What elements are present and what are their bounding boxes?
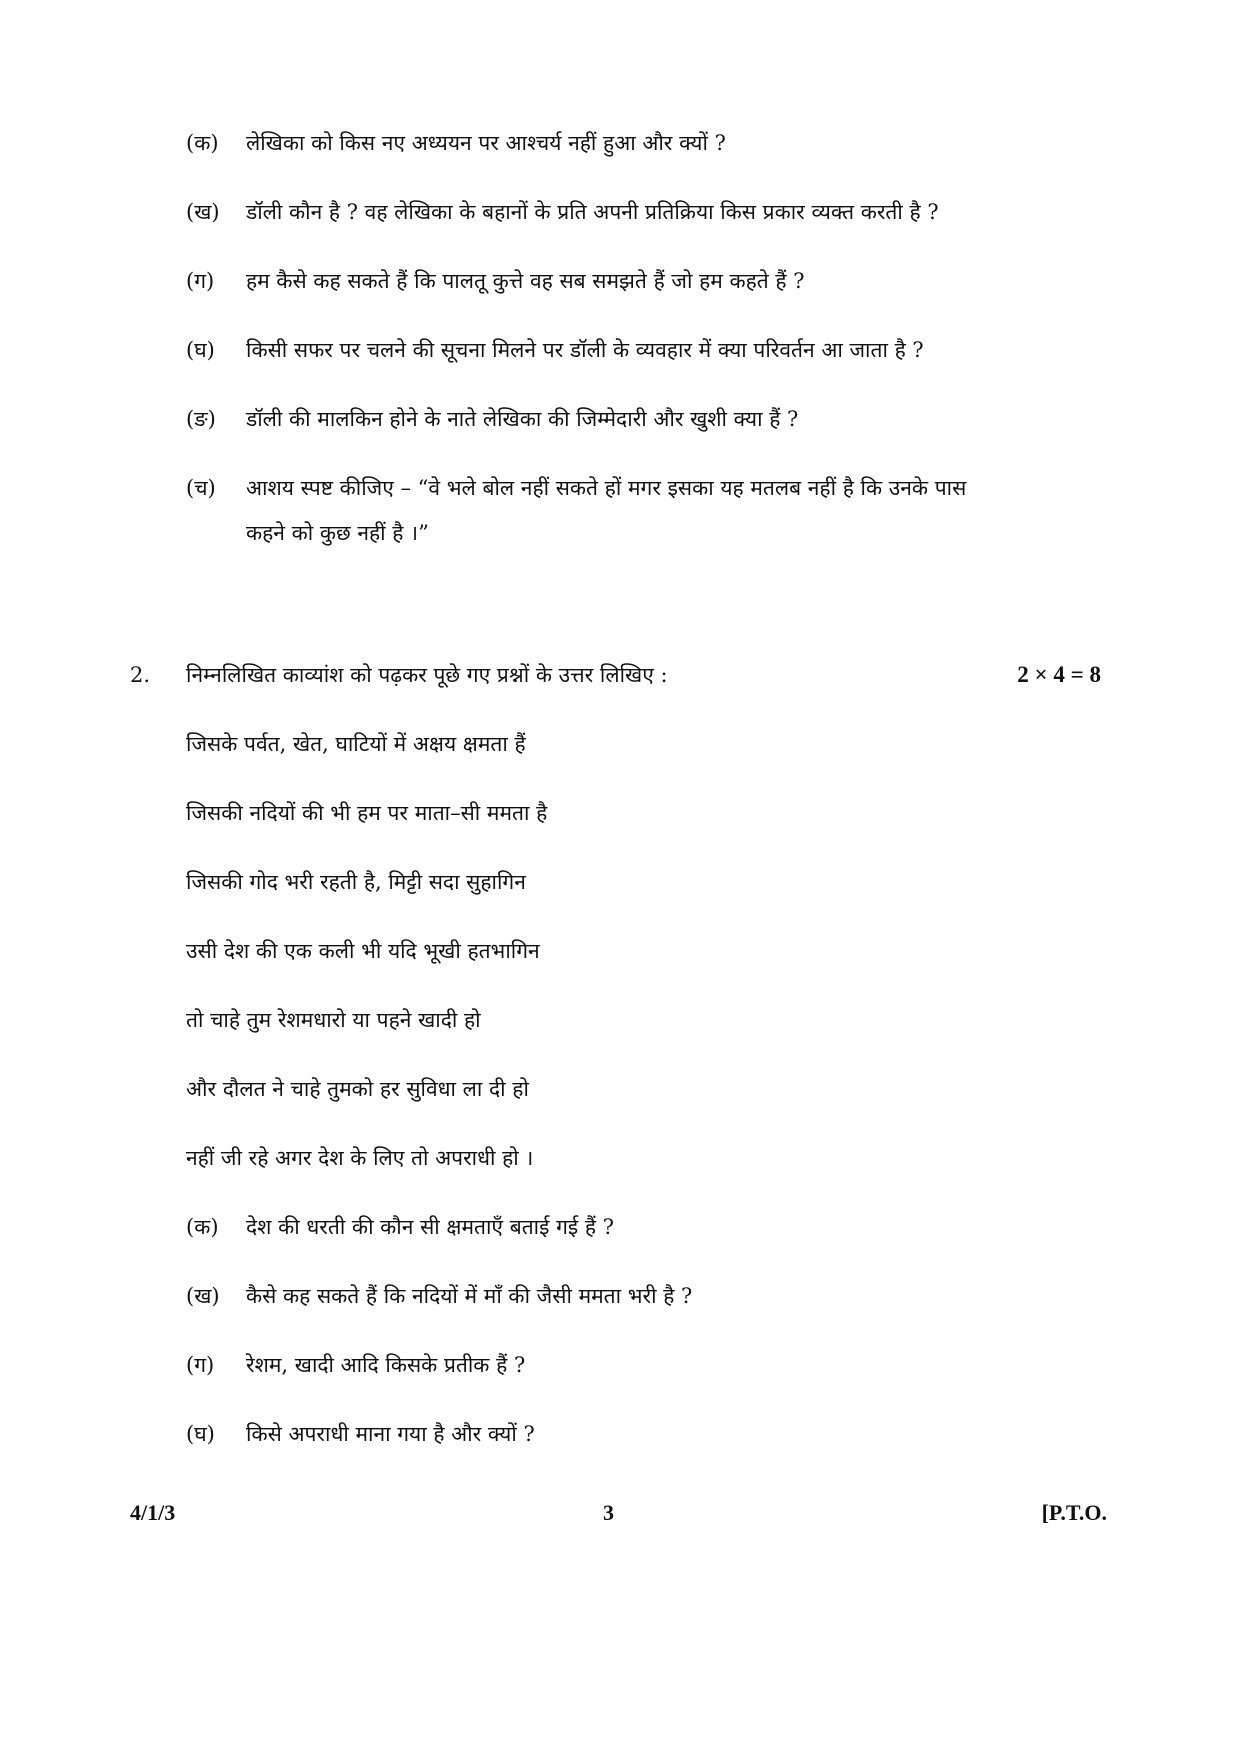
poem-line: जिसके पर्वत, खेत, घाटियों में अक्षय क्षमता हैं [186, 732, 526, 756]
q1-subpart-text: आशय स्पष्ट कीजिए – “वे भले बोल नहीं सकते हों मगर इसका यह मतलब नहीं है कि उनके पास [246, 476, 967, 500]
q1-subpart-text: लेखिका को किस नए अध्ययन पर आश्चर्य नहीं हुआ और क्यों ? [246, 131, 726, 155]
q2-subpart-label: (ख) [186, 1284, 220, 1308]
q1-subpart-text: डॉली कौन है ? वह लेखिका के बहानों के प्रति अपनी प्रतिक्रिया किस प्रकार व्यक्त करती है ? [246, 200, 939, 224]
q1-subpart-label: (ग) [186, 269, 215, 293]
paper-code: 4/1/3 [130, 1500, 176, 1525]
please-turn-over: [P.T.O. [1041, 1500, 1107, 1525]
q1-subpart-text: हम कैसे कह सकते हैं कि पालतू कुत्ते वह सब समझते हैं जो हम कहते हैं ? [246, 269, 805, 293]
q1-subpart-text: डॉली की मालकिन होने के नाते लेखिका की जिम्मेदारी और खुशी क्या हैं ? [246, 407, 799, 431]
q1-subpart-label: (ख) [186, 200, 220, 224]
q2-subpart-text: कैसे कह सकते हैं कि नदियों में माँ की जैसी ममता भरी है ? [246, 1284, 693, 1308]
poem-line: तो चाहे तुम रेशमधारो या पहने खादी हो [186, 1008, 481, 1032]
marks-allocation: 2 × 4 = 8 [1017, 662, 1101, 687]
q2-subpart-text: रेशम, खादी आदि किसके प्रतीक हैं ? [246, 1353, 526, 1377]
poem-line: जिसकी नदियों की भी हम पर माता–सी ममता है [186, 801, 548, 825]
page-number: 3 [603, 1500, 614, 1525]
q1-subpart-text: किसी सफर पर चलने की सूचना मिलने पर डॉली के व्यवहार में क्या परिवर्तन आ जाता है ? [246, 338, 924, 362]
q2-subpart-label: (ग) [186, 1353, 215, 1377]
poem-line: उसी देश की एक कली भी यदि भूखी हतभागिन [186, 939, 540, 963]
q1-subpart-label: (घ) [186, 338, 215, 362]
q2-subpart-label: (घ) [186, 1422, 215, 1446]
q1-subpart-label: (ङ) [186, 407, 216, 431]
q1-subpart-label: (क) [186, 131, 219, 155]
q1-subpart-text-continued: कहने को कुछ नहीं है ।” [246, 521, 429, 545]
q2-subpart-label: (क) [186, 1215, 219, 1239]
question-instruction: निम्नलिखित काव्यांश को पढ़कर पूछे गए प्रश्नों के उत्तर लिखिए : [186, 663, 668, 687]
q2-subpart-text: किसे अपराधी माना गया है और क्यों ? [246, 1422, 535, 1446]
poem-line: जिसकी गोद भरी रहती है, मिट्टी सदा सुहागिन [186, 870, 526, 894]
poem-line: और दौलत ने चाहे तुमको हर सुविधा ला दी हो [186, 1077, 529, 1101]
q2-subpart-text: देश की धरती की कौन सी क्षमताएँ बताई गई हैं ? [246, 1215, 614, 1239]
poem-line: नहीं जी रहे अगर देश के लिए तो अपराधी हो । [186, 1146, 534, 1170]
q1-subpart-label: (च) [186, 476, 216, 500]
question-number: 2. [130, 663, 151, 687]
